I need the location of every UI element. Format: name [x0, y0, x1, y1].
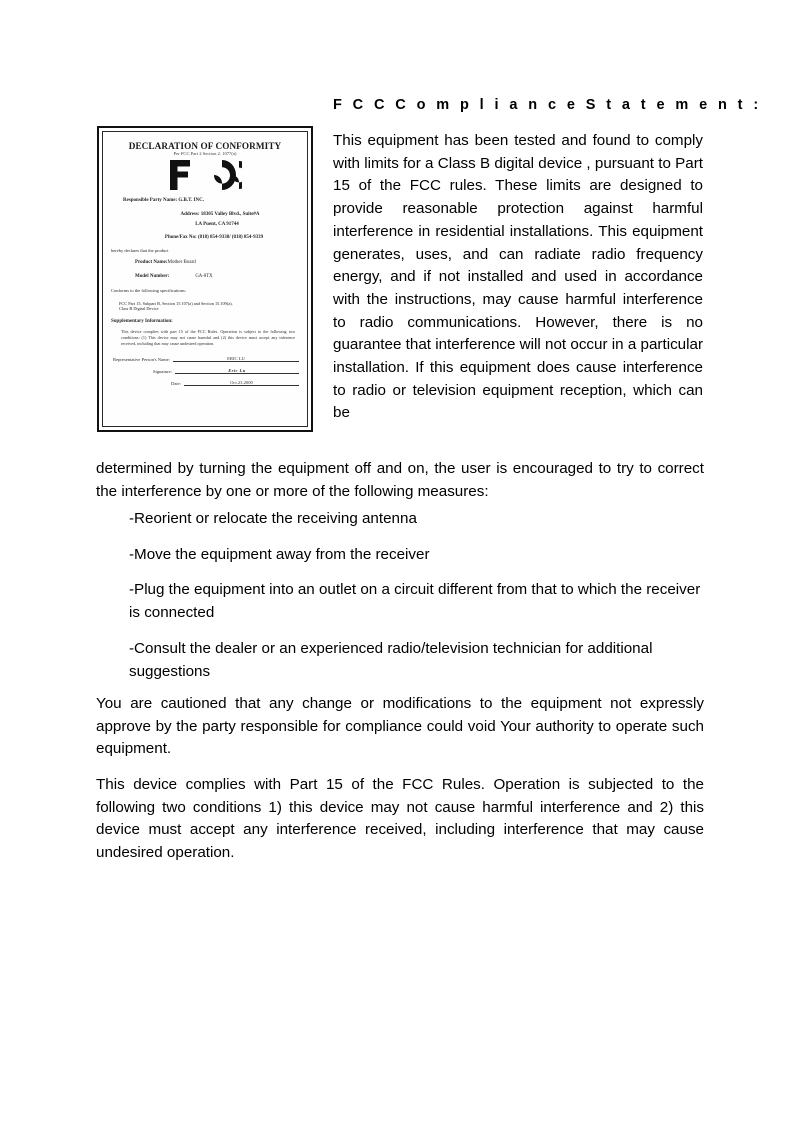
specification-block	[111, 301, 299, 313]
declaration-of-conformity-certificate	[97, 126, 313, 432]
supplementary-information-body: This device complies with part 15 of the FCC Rules. Operation is subject to the following two conditions: (1) This device may not cause harmful and (2) this device must accept any inference received, including that may cause undesired operation.	[121, 329, 295, 346]
representative-name-row	[111, 356, 299, 362]
specification-line-1: FCC Part 15, Subpart B, Section 15.107(a) and Section 15.109(a),	[119, 300, 233, 306]
address-value: 18305 Valley Blvd., Suite#A	[200, 211, 260, 217]
certificate-title: DECLARATION OF CONFORMITY	[128, 141, 282, 151]
list-item: -Move the equipment away from the receiver	[129, 545, 430, 563]
date-value: Oct.23.2000	[184, 380, 299, 386]
address-line-2: LA Puent, CA 91744	[195, 221, 239, 227]
model-number-row	[111, 274, 299, 281]
responsible-party-label: Responsible Party Name:	[123, 198, 178, 203]
responsible-party-value: G.B.T. INC.	[178, 198, 205, 203]
representative-name-value: ERIC LU	[173, 356, 299, 362]
date-row	[111, 380, 299, 386]
signature-row	[111, 368, 299, 374]
caution-paragraph-text: You are cautioned that any change or modifications to the equipment not expressly approve by the party responsible for compliance could void Your authority to operate such equipment.	[96, 695, 704, 758]
product-name-value: Mother Board	[167, 260, 196, 266]
fcc-logo-icon	[111, 158, 299, 192]
signature-value: Eric Lu	[175, 368, 299, 374]
list-item: -Reorient or relocate the receiving antenna	[129, 510, 417, 527]
list-item: -Plug the equipment into an outlet on a circuit different from that to which the receiver is connected	[129, 581, 701, 622]
phone-value: (818) 854-9338/ (818) 854-9339	[197, 235, 264, 241]
compliance-conditions-paragraph	[96, 774, 704, 865]
certificate-subtitle: Per FCC Part 2 Section 2. 1077(a)	[173, 151, 237, 156]
specification-line-2: Class B Digital Device	[119, 306, 159, 312]
fcc-statement-continuation	[96, 458, 704, 503]
certificate-inner-frame	[102, 131, 308, 427]
compliance-conditions-text: This device complies with Part 15 of the FCC Rules. Operation is subjected to the following two conditions 1) this device may not cause harmful interference and 2) this device must accept any interference received, including interference that may cause undesired operation.	[96, 776, 704, 862]
responsible-party-row	[111, 198, 299, 205]
representative-name-label: Representative Person's Name:	[113, 356, 170, 362]
fcc-statement-paragraph	[333, 130, 703, 425]
page-title: F C C C o m p l i a n c e S t a t e m e n t :	[333, 97, 762, 113]
model-number-label: Model Number:	[135, 273, 170, 279]
fcc-statement-paragraph-text: This equipment has been tested and found to comply with limits for a Class B digital device , pursuant to Part 15 of the FCC rules. These limits are designed to provide reasonable protection against harmful interference in residential installations. This equipment generates, uses, and can radiate radio frequency energy, and if not installed and used in accordance with the instructions, may cause harmful interference to radio communications. However, there is no guarantee that interference will not occur in a particular installation. If this equipment does cause interference to radio or television equipment reception, which can be	[333, 132, 703, 422]
declares-line: hereby declares that the product	[111, 248, 169, 253]
product-name-row	[111, 260, 299, 267]
conforms-line: Conforms to the following specifications:	[111, 287, 186, 293]
phone-label: Phone/Fax No:	[164, 235, 197, 241]
corrective-measures-list	[96, 508, 704, 696]
phone-row	[111, 235, 299, 242]
date-label: Date:	[171, 380, 181, 386]
signature-label: Signature:	[153, 368, 172, 374]
list-item: -Consult the dealer or an experienced radio/television technician for additional suggestions	[129, 639, 653, 680]
supplementary-information-label: Supplementary Information:	[111, 319, 173, 325]
address-row	[111, 212, 299, 219]
fcc-statement-continuation-text: determined by turning the equipment off and on, the user is encouraged to try to correct the interference by one or more of the following measures:	[96, 460, 704, 500]
caution-paragraph	[96, 693, 704, 761]
address-label: Address:	[180, 211, 200, 217]
product-name-label: Product Name:	[135, 260, 168, 266]
model-number-value: GA-8TX	[195, 273, 213, 279]
